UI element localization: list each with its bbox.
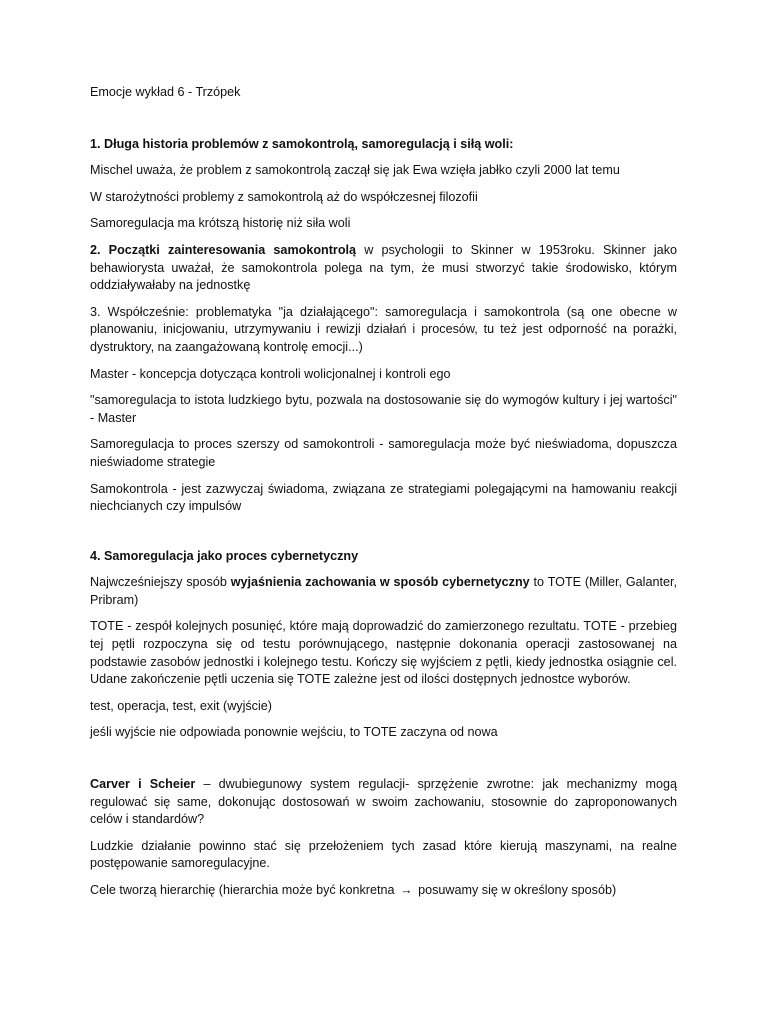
tote-intro-pre: Najwcześniejszy sposób <box>90 575 231 590</box>
section-2-bold-lead: 2. Początki zainteresowania samokontrolą <box>90 242 357 257</box>
paragraph-tote-intro <box>90 574 677 609</box>
carver-scheier-text: – dwubiegunowy system regulacji- sprzężenie zwrotne: jak mechanizmy mogą regulować się same, dokonując dostosowań w swoim zachowaniu, stosownie do zaproponowanych celów i standardów? <box>90 777 677 827</box>
section-4-heading-text: 4. Samoregulacja jako proces cybernetyczny <box>90 548 359 563</box>
right-arrow-icon: → <box>399 883 413 897</box>
paragraph-tote-definition: TOTE - zespół kolejnych posunięć, które mają doprowadzić do zamierzonego rezultatu. TOTE - przebieg tej pętli rozpoczyna się od testu porównującego, następnie dokonania operacji zastosowanej na podstawie zasobów jednostki i kolejnego testu. Kończy się wyjściem z pętli, kiedy jednostka osiągnie cel. Udane zakończenie pętli uczenia się TOTE zależne jest od ilości dostępnych jednostce wyborów. <box>90 619 677 687</box>
paragraph-antiquity: W starożytności problemy z samokontrolą aż do współczesnej filozofii <box>90 189 478 204</box>
paragraph-tote-steps: test, operacja, test, exit (wyjście) <box>90 698 272 713</box>
paragraph-self-regulation-broader: Samoregulacja to proces szerszy od samokontroli - samoregulacja może być nieświadoma, dopuszcza nieświadome strategie <box>90 437 677 469</box>
paragraph-master-quote: "samoregulacja to istota ludzkiego bytu, pozwala na dostosowanie się do wymogów kultury i jej wartości" - Master <box>90 393 677 425</box>
paragraph-self-control: Samokontrola - jest zazwyczaj świadoma, związana ze strategiami polegającymi na hamowaniu reakcji niechcianych czy impulsów <box>90 481 677 514</box>
paragraph-master-concept: Master - koncepcja dotycząca kontroli wolicjonalnej i kontroli ego <box>90 366 451 381</box>
tote-intro-bold: wyjaśnienia zachowania w sposób cybernetyczny <box>230 575 530 590</box>
goals-hierarchy-post: posuwamy się w określony sposób) <box>414 883 617 897</box>
section-1-heading-text: 1. Długa historia problemów z samokontrolą, samoregulacją i siłą woli: <box>90 136 514 151</box>
paragraph-goals-hierarchy <box>90 882 677 900</box>
paragraph-mischel: Mischel uważa, że problem z samokontrolą zaczął się jak Ewa wzięła jabłko czyli 2000 lat temu <box>90 163 620 178</box>
paragraph-section-2 <box>90 242 677 295</box>
paragraph-carver-scheier <box>90 776 677 829</box>
paragraph-human-action: Ludzkie działanie powinno stać się przełożeniem tych zasad które kierują maszynami, na realne postępowanie samoregulacyjne. <box>90 838 677 871</box>
paragraph-self-regulation-history: Samoregulacja ma krótszą historię niż siła woli <box>90 216 351 231</box>
goals-hierarchy-pre: Cele tworzą hierarchię (hierarchia może być konkretna <box>90 883 398 897</box>
paragraph-tote-restart: jeśli wyjście nie odpowiada ponownie wejściu, to TOTE zaczyna od nowa <box>90 725 498 740</box>
document-page <box>90 84 677 909</box>
document-title: Emocje wykład 6 - Trzópek <box>90 85 241 99</box>
section-2-text: w psychologii to Skinner w 1953roku. Skinner jako behawiorysta uważał, że samokontrola polega na tym, że musi stworzyć takie środowisko, którym oddziaływałaby na jednostkę <box>90 242 677 293</box>
carver-scheier-bold: Carver i Scheier <box>90 777 196 792</box>
section-4-heading <box>90 548 677 566</box>
section-1-heading <box>90 136 677 154</box>
paragraph-section-3: 3. Współcześnie: problematyka "ja działającego": samoregulacja i samokontrola (są one obecne w planowaniu, inicjowaniu, utrzymywaniu i rewizji działań i procesów, tu też jest odporność na porażki, dystruktory, na zaangażowaną kontrolę emocji...) <box>90 304 677 354</box>
tote-intro-post: to TOTE (Miller, Galanter, Pribram) <box>90 575 677 607</box>
